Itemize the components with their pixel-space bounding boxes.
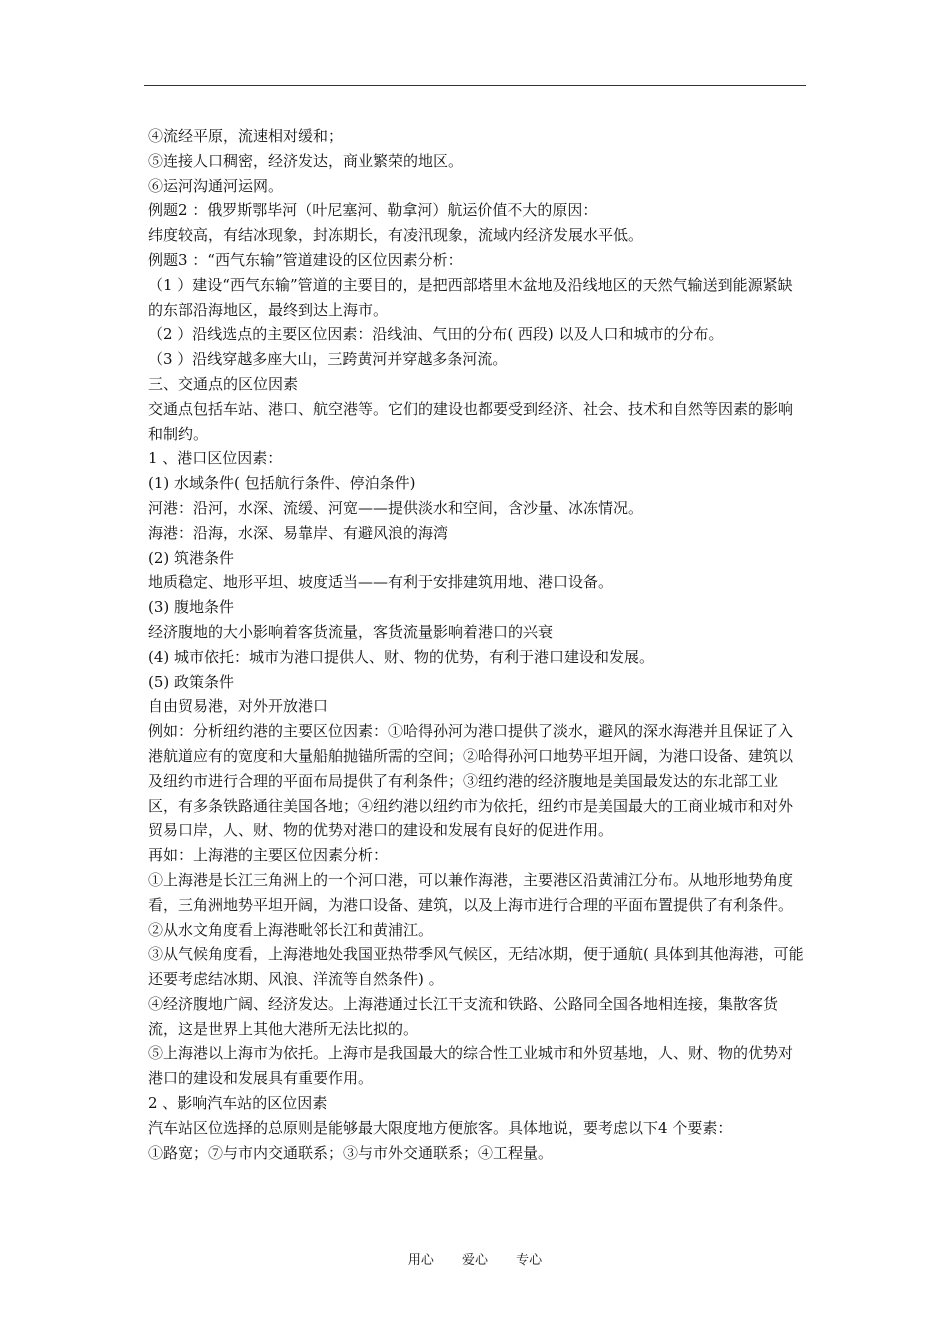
subsection-heading: 1 、港口区位因素： [148, 449, 283, 468]
paragraph: (2) 筑港条件 [148, 548, 235, 567]
footer-word: 用心 [407, 1253, 434, 1268]
paragraph: ④经济腹地广阔、经济发达。上海港通过长江干支流和铁路、公路同全国各地相连接，集散客货流，这是世界上其他大港所无法比拟的。 [148, 994, 779, 1038]
paragraph: （2 ）沿线选点的主要区位因素：沿线油、气田的分布( 西段) 以及人口和城市的分布。 [148, 325, 724, 344]
paragraph: 例题3 ：“西气东输”管道建设的区位因素分析： [148, 250, 463, 269]
footer-word: 专心 [516, 1253, 543, 1268]
paragraph: 海港：沿海，水深、易靠岸、有避风浪的海湾 [148, 523, 449, 542]
paragraph: 交通点包括车站、港口、航空港等。它们的建设也都要受到经济、社会、技术和自然等因素的影响和制约。 [148, 399, 794, 443]
document-body [148, 124, 804, 1165]
section-heading: 三、交通点的区位因素 [148, 374, 299, 393]
header-rule [144, 85, 806, 86]
paragraph: ⑤上海港以上海市为依托。上海市是我国最大的综合性工业城市和外贸基地，人、财、物的优势对港口的建设和发展具有重要作用。 [148, 1044, 794, 1088]
paragraph: (3) 腹地条件 [148, 598, 235, 617]
paragraph: ⑥运河沟通河运网。 [148, 176, 284, 195]
paragraph: 地质稳定、地形平坦、坡度适当——有利于安排建筑用地、港口设备。 [148, 573, 614, 592]
paragraph: 纬度较高，有结冰现象，封冻期长，有凌汛现象，流域内经济发展水平低。 [148, 226, 644, 245]
paragraph: ④流经平原，流速相对缓和； [148, 127, 344, 145]
page-footer [0, 1249, 950, 1268]
paragraph: （3 ）沿线穿越多座大山，三跨黄河并穿越多条河流。 [148, 350, 508, 369]
paragraph: 再如：上海港的主要区位因素分析： [148, 846, 389, 865]
footer-word: 爱心 [461, 1253, 488, 1268]
paragraph: 汽车站区位选择的总原则是能够最大限度地方便旅客。具体地说，要考虑以下4 个要素： [148, 1118, 733, 1137]
paragraph: 例如：分析纽约港的主要区位因素：①哈得孙河为港口提供了淡水，避风的深水海港并且保证了入港航道应有的宽度和大量船舶抛锚所需的空间；②哈得孙河口地势平坦开阔，为港口设备、建筑以及纽约市进行合理的平面布局提供了有利条件；③纽约港的经济腹地是美国最发达的东北部工业区，有多条铁路通往美国各地；④纽约港以纽约市为依托，纽约市是美国最大的工商业城市和对外贸易口岸，人、财、物的优势对港口的建设和发展有良好的促进作用。 [148, 722, 794, 840]
paragraph: ①上海港是长江三角洲上的一个河口港，可以兼作海港，主要港区沿黄浦江分布。从地形地势角度看，三角洲地势平坦开阔，为港口设备、建筑，以及上海市进行合理的平面布置提供了有利条件。 [148, 870, 794, 914]
paragraph: 河港：沿河，水深、流缓、河宽——提供淡水和空间，含沙量、冰冻情况。 [148, 498, 644, 517]
paragraph: （1 ）建设“西气东输”管道的主要目的，是把西部塔里木盆地及沿线地区的天然气输送到能源紧缺的东部沿海地区，最终到达上海市。 [148, 275, 793, 319]
paragraph: (4) 城市依托：城市为港口提供人、财、物的优势，有利于港口建设和发展。 [148, 647, 655, 666]
paragraph: (5) 政策条件 [148, 672, 235, 691]
paragraph: ⑤连接人口稠密，经济发达，商业繁荣的地区。 [148, 151, 464, 170]
paragraph: (1) 水域条件( 包括航行条件、停泊条件) [148, 474, 416, 493]
paragraph: 经济腹地的大小影响着客货流量，客货流量影响着港口的兴衰 [148, 622, 554, 641]
paragraph: ③从气候角度看，上海港地处我国亚热带季风气候区，无结冰期，便于通航( 具体到其他海港，可能还要考虑结冰期、风浪、洋流等自然条件) 。 [148, 945, 804, 989]
subsection-heading: 2 、影响汽车站的区位因素 [148, 1094, 328, 1113]
paragraph: 自由贸易港，对外开放港口 [148, 697, 329, 716]
paragraph: ②从水文角度看上海港毗邻长江和黄浦江。 [148, 920, 434, 939]
paragraph: ①路宽；⑦与市内交通联系；③与市外交通联系；④工程量。 [148, 1143, 554, 1162]
paragraph: 例题2 ：俄罗斯鄂毕河（叶尼塞河、勒拿河）航运价值不大的原因： [148, 201, 598, 220]
